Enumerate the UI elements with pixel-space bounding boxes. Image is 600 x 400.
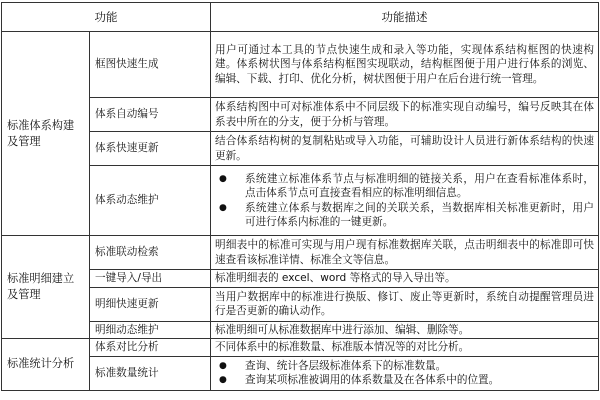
table-row: [2, 132, 599, 166]
function-cell: 一键导入/导出: [90, 270, 211, 288]
description-cell: 不同体系中的标准数量、标准版本情况等的对比分析。: [211, 339, 599, 357]
table-row: [2, 339, 599, 357]
description-cell: 用户可通过本工具的节点快速生成和录入等功能，实现体系结构框图的快速构建。体系树状图与体系结构框图实现联动，结构框图便于用户进行体系的浏览、编辑、下载、打印、优化分析，树状图便于用户在后台进行统一管理。: [211, 32, 599, 98]
function-cell: 标准联动检索: [90, 236, 211, 270]
function-cell: 明细快速更新: [90, 287, 211, 321]
table-row: [2, 236, 599, 270]
table-row: [2, 356, 599, 390]
description-cell: 标准明细表的 excel、word 等格式的导入导出等。: [211, 270, 599, 288]
table-header-row: [2, 3, 599, 32]
function-table: [1, 2, 599, 391]
function-cell: 明细动态维护: [90, 321, 211, 339]
function-cell: 标准数量统计: [90, 356, 211, 390]
description-cell: 标准明细可从标准数据库中进行添加、编辑、删除等。: [211, 321, 599, 339]
bullet-item: ● 查询某项标准被调用的体系数量及在各体系中的位置。: [215, 373, 594, 388]
category-cell: 标准统计分析: [2, 339, 90, 391]
bullet-list: [215, 359, 594, 388]
header-description: 功能描述: [211, 3, 599, 32]
function-cell: 框图快速生成: [90, 32, 211, 98]
header-function: 功能: [2, 3, 211, 32]
category-cell: 标准体系构建及管理: [2, 32, 90, 236]
table-row: [2, 98, 599, 132]
table-row: [2, 270, 599, 288]
description-cell: 当用户数据库中的标准进行换版、修订、废止等更新时，系统自动提醒管理员进行是否更新的确认动作。: [211, 287, 599, 321]
description-cell: [211, 356, 599, 390]
table-row: [2, 166, 599, 236]
description-cell: 体系结构图中可对标准体系中不同层级下的标准实现自动编号，编号反映其在体系表中所在的分支，便于分析与管理。: [211, 98, 599, 132]
bullet-item: ● 系统建立体系与数据库之间的关联关系，当数据库相关标准更新时，用户可进行体系内标准的一键更新。: [215, 201, 594, 230]
description-cell: [211, 166, 599, 236]
function-cell: 体系动态维护: [90, 166, 211, 236]
function-cell: 体系对比分析: [90, 339, 211, 357]
table-row: [2, 32, 599, 98]
table-row: [2, 287, 599, 321]
category-cell: 标准明细建立及管理: [2, 236, 90, 339]
bullet-item: ● 系统建立标准体系节点与标准明细的链接关系，用户在查看标准体系时，点击体系节点可直接查看相应的标准明细信息。: [215, 172, 594, 201]
bullet-list: [215, 172, 594, 230]
description-cell: 明细表中的标准可实现与用户现有标准数据库关联，点击明细表中的标准即可快速查看该标准详情、标准全文等信息。: [211, 236, 599, 270]
function-cell: 体系快速更新: [90, 132, 211, 166]
description-cell: 结合体系结构树的复制粘贴或导入功能，可辅助设计人员进行新体系结构的快速更新。: [211, 132, 599, 166]
table-row: [2, 321, 599, 339]
bullet-item: ● 查询、统计各层级标准体系下的标准数量。: [215, 359, 594, 374]
function-cell: 体系自动编号: [90, 98, 211, 132]
